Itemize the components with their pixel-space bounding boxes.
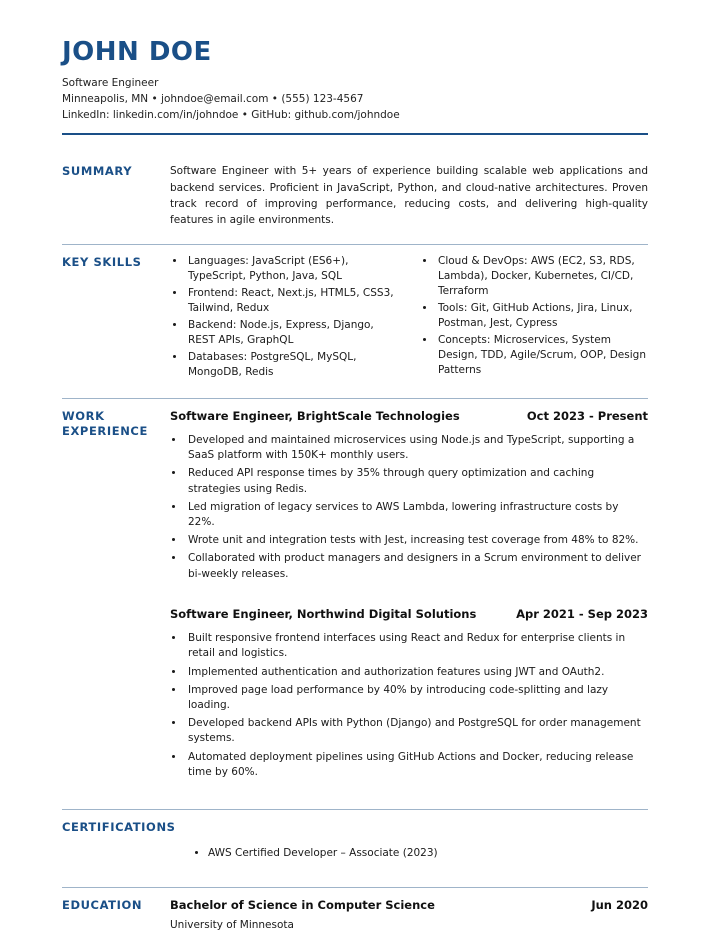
skill-item: • Backend: Node.js, Express, Django, REST APIs, GraphQL — [186, 318, 398, 348]
summary-label: SUMMARY — [62, 164, 133, 179]
job-bullet: • Collaborated with product managers and designers in a Scrum environment to deliver bi-weekly releases. — [185, 551, 648, 581]
candidate-name: JOHN DOE — [62, 37, 212, 67]
work-experience-label-line1: WORK — [62, 408, 105, 423]
experience-entry — [170, 606, 648, 780]
work-experience-label — [62, 408, 170, 783]
skills-column-right — [420, 254, 648, 381]
skills-column-left — [170, 254, 398, 381]
job-title: Software Engineer, BrightScale Technologies — [170, 408, 460, 423]
work-experience-label-line2: EXPERIENCE — [62, 424, 148, 439]
key-skills-label: KEY SKILLS — [62, 255, 142, 270]
job-bullet: • Reduced API response times by 35% through query optimization and caching strategies using Redis. — [185, 466, 648, 496]
skill-item: • Databases: PostgreSQL, MySQL, MongoDB, Redis — [186, 350, 398, 380]
skill-item: • Tools: Git, GitHub Actions, Jira, Linux, Postman, Jest, Cypress — [436, 301, 648, 331]
education-degree: Bachelor of Science in Computer Science — [170, 897, 435, 912]
skill-item: • Frontend: React, Next.js, HTML5, CSS3, Tailwind, Redux — [186, 286, 398, 316]
job-bullet: • Led migration of legacy services to AWS Lambda, lowering infrastructure costs by 22%. — [185, 500, 648, 530]
education-school: University of Minnesota — [170, 919, 294, 932]
section-certifications — [62, 809, 648, 861]
job-bullet: • Improved page load performance by 40% by introducing code-splitting and lazy loading. — [185, 683, 648, 713]
summary-text: Software Engineer with 5+ years of experience building scalable web applications and backend services. Proficient in JavaScript, Python, and cloud-native architectures. Proven track record of improving performance, reducing costs, and delivering high-quality features in agile environments. — [170, 165, 648, 227]
certifications-label: CERTIFICATIONS — [62, 820, 176, 835]
resume-header — [62, 38, 648, 135]
skill-item: • Languages: JavaScript (ES6+), TypeScript, Python, Java, SQL — [186, 254, 398, 284]
job-bullet: • Implemented authentication and authorization features using JWT and OAuth2. — [185, 665, 648, 680]
section-education — [62, 887, 648, 934]
contact-line-social: LinkedIn: linkedin.com/in/johndoe • GitHub: github.com/johndoe — [62, 109, 400, 122]
section-summary — [62, 151, 648, 228]
candidate-title: Software Engineer — [62, 76, 159, 89]
job-dates: Oct 2023 - Present — [526, 408, 648, 423]
skill-item: • Concepts: Microservices, System Design, TDD, Agile/Scrum, OOP, Design Patterns — [436, 333, 648, 378]
section-key-skills — [62, 244, 648, 381]
job-dates: Apr 2021 - Sep 2023 — [516, 606, 648, 621]
job-bullet: • Automated deployment pipelines using GitHub Actions and Docker, reducing release time by 60%. — [185, 750, 648, 780]
job-title: Software Engineer, Northwind Digital Solutions — [170, 606, 477, 621]
job-bullet: • Wrote unit and integration tests with Jest, increasing test coverage from 48% to 82%. — [185, 533, 648, 548]
job-bullet: • Developed and maintained microservices using Node.js and TypeScript, supporting a SaaS platform with 150K+ monthly users. — [185, 433, 648, 463]
contact-line-primary: Minneapolis, MN • johndoe@email.com • (555) 123-4567 — [62, 92, 364, 105]
job-bullet: • Developed backend APIs with Python (Django) and PostgreSQL for order management systems. — [185, 716, 648, 746]
experience-entry — [170, 408, 648, 582]
certification-item: • AWS Certified Developer – Associate (2023) — [208, 846, 648, 861]
skill-item: • Cloud & DevOps: AWS (EC2, S3, RDS, Lambda), Docker, Kubernetes, CI/CD, Terraform — [436, 254, 648, 299]
section-work-experience — [62, 398, 648, 783]
education-label: EDUCATION — [62, 897, 143, 912]
education-date: Jun 2020 — [591, 897, 648, 912]
job-bullet: • Built responsive frontend interfaces using React and Redux for enterprise clients in retail and logistics. — [185, 631, 648, 661]
